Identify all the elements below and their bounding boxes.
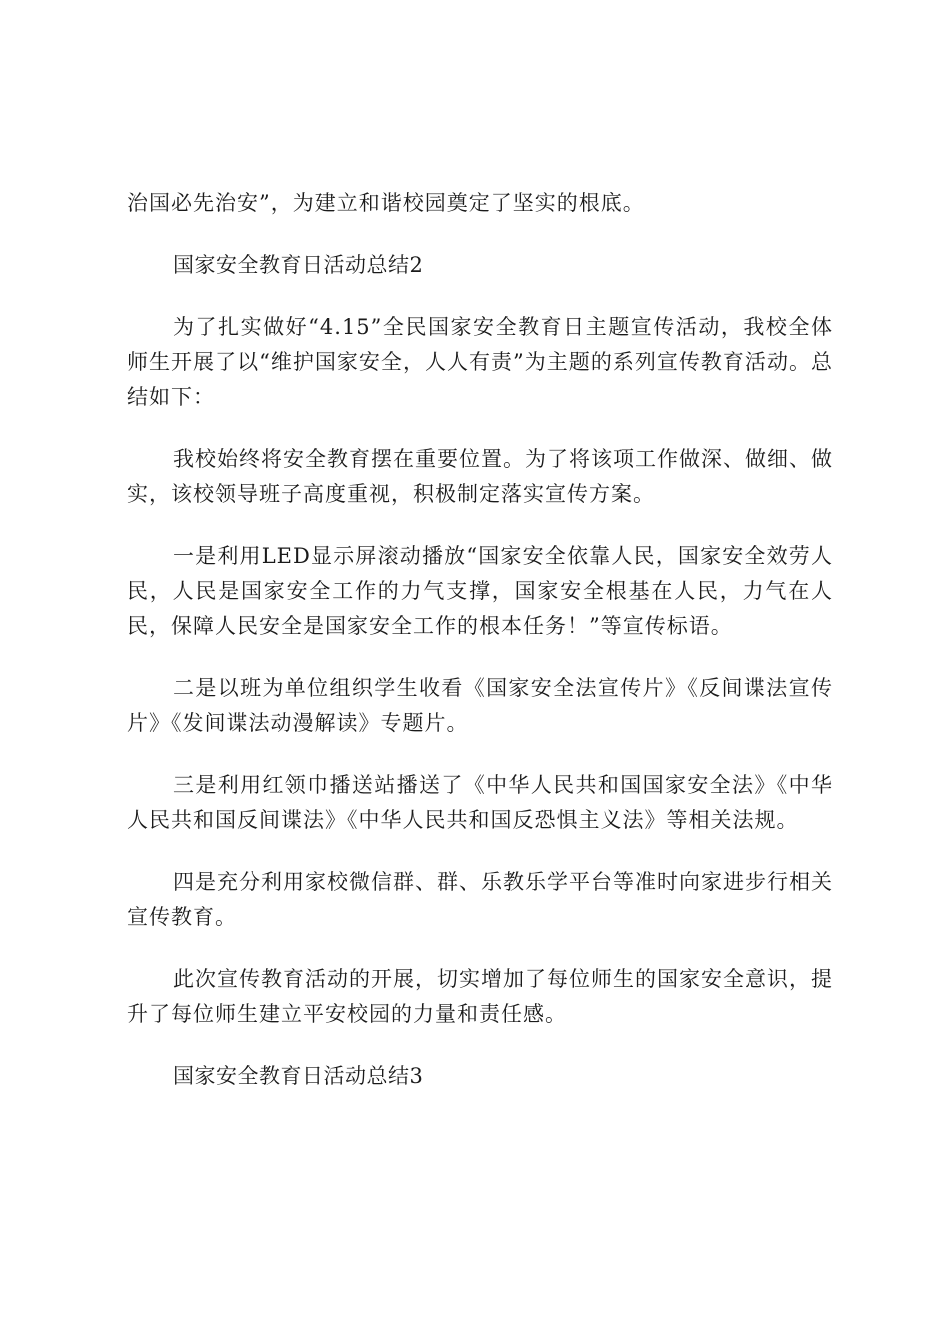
paragraph-item-4: 四是充分利用家校微信群、群、乐教乐学平台等准时向家进步行相关宣传教育。 [127,870,833,929]
section-heading-3: 国家安全教育日活动总结3 [173,1064,424,1088]
paragraph-emphasis: 我校始终将安全教育摆在重要位置。为了将该项工作做深、做细、做实，该校领导班子高度重视，积极制定落实宣传方案。 [127,447,833,506]
paragraph-item-2: 二是以班为单位组织学生收看《国家安全法宣传片》《反间谍法宣传片》《发间谍法动漫解读》专题片。 [127,676,833,735]
paragraph-conclusion: 此次宣传教育活动的开展，切实增加了每位师生的国家安全意识，提升了每位师生建立平安校园的力量和责任感。 [127,967,833,1026]
paragraph-item-1: 一是利用LED显示屏滚动播放“国家安全依靠人民，国家安全效劳人民，人民是国家安全工作的力气支撑，国家安全根基在人民，力气在人民，保障人民安全是国家安全工作的根本任务！”等宣传标语。 [127,544,833,638]
section-heading-2: 国家安全教育日活动总结2 [173,253,424,277]
paragraph-item-3: 三是利用红领巾播送站播送了《中华人民共和国国家安全法》《中华人民共和国反间谍法》《中华人民共和国反恐惧主义法》等相关法规。 [127,773,833,832]
paragraph-intro: 为了扎实做好“4.15”全民国家安全教育日主题宣传活动，我校全体师生开展了以“维护国家安全，人人有责”为主题的系列宣传教育活动。总结如下： [127,315,833,409]
document-body [127,186,833,1094]
paragraph-closing-line: 治国必先治安”，为建立和谐校园奠定了坚实的根底。 [127,191,645,215]
